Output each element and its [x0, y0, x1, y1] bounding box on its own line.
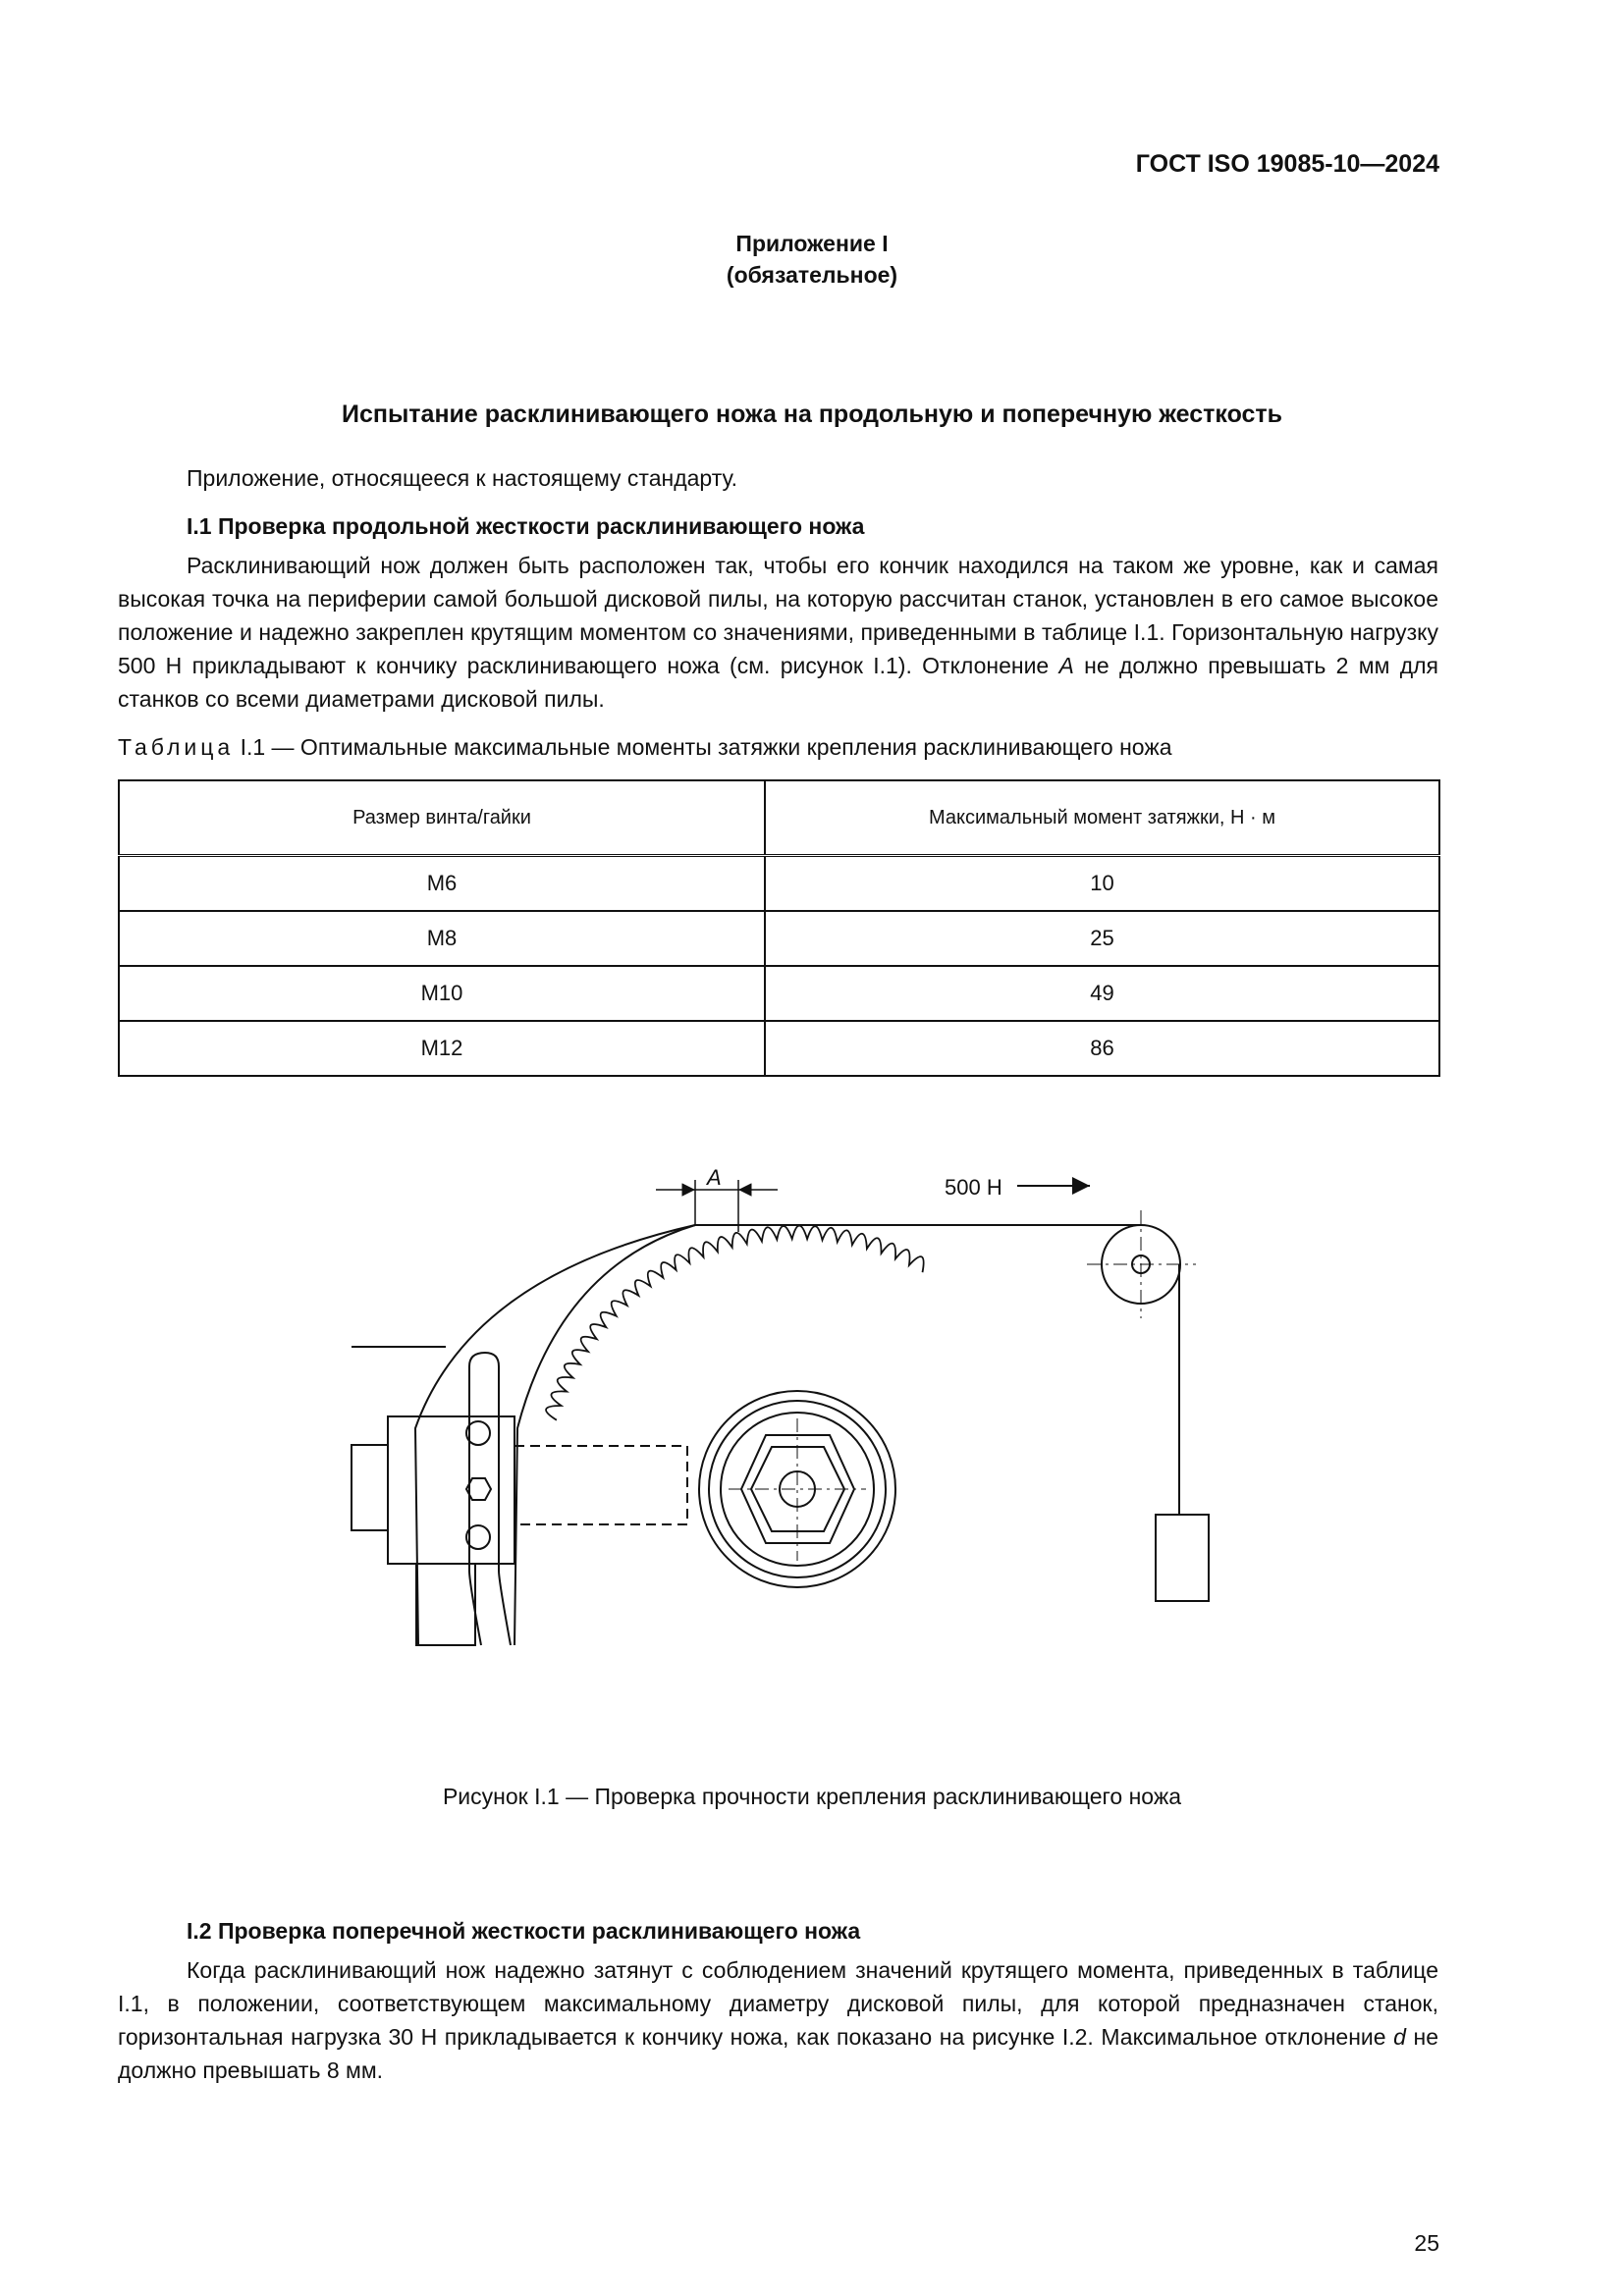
variable-a: A	[1058, 653, 1074, 678]
cell-screw-size: M12	[119, 1021, 765, 1076]
cell-screw-size: M8	[119, 911, 765, 966]
load-label: 500 Н	[945, 1175, 1002, 1200]
mounting-block	[388, 1416, 514, 1564]
figure-caption: Рисунок I.1 — Проверка прочности крепления расклинивающего ножа	[442, 1784, 1182, 1809]
cell-torque: 86	[765, 1021, 1439, 1076]
bracket-lower	[416, 1564, 475, 1645]
mounting-plate	[352, 1445, 388, 1530]
clamp-dashed-outline	[514, 1446, 687, 1524]
cell-torque: 49	[765, 966, 1439, 1021]
section-i1-text-part2: не должно превышать 2 мм для станков со всеми диаметрами дисковой пилы.	[118, 653, 1438, 712]
table-row	[119, 856, 1439, 912]
header-max-torque: Максимальный момент затяжки, Н · м	[765, 780, 1439, 856]
riving-knife-inner	[514, 1225, 695, 1645]
table-caption-label: Таблица	[118, 734, 235, 760]
annex-title: Приложение I	[735, 231, 889, 256]
figure-i1-drawing	[344, 1158, 1247, 1669]
table-caption-text: I.1 — Оптимальные максимальные моменты затяжки крепления расклинивающего ножа	[234, 734, 1172, 760]
annex-heading	[0, 228, 1624, 291]
table-caption	[118, 734, 1172, 761]
table-header-row	[119, 780, 1439, 856]
test-weight	[1156, 1515, 1209, 1601]
cell-torque: 25	[765, 911, 1439, 966]
header-screw-size: Размер винта/гайки	[119, 780, 765, 856]
document-code: ГОСТ ISO 19085-10—2024	[1135, 150, 1439, 178]
section-i1-paragraph	[118, 549, 1438, 716]
cell-torque: 10	[765, 856, 1439, 912]
variable-d: d	[1393, 2024, 1406, 2050]
riving-knife-outer	[415, 1225, 695, 1645]
section-i2-paragraph	[118, 1953, 1438, 2087]
table-row	[119, 911, 1439, 966]
page-number: 25	[1414, 2230, 1439, 2256]
section-title: Испытание расклинивающего ножа на продольную и поперечную жесткость	[341, 400, 1283, 428]
section-i2-text-part1: Когда расклинивающий нож надежно затянут с соблюдением значений крутящего момента, приведенных в таблице I.1, в положении, соответствующем максимальному диаметру дисковой пилы, для которой предназначен станок, горизонтальная нагрузка 30 Н прикладывается к кончику ножа, как показано на рисунке I.2. Максимальное отклонение	[118, 1957, 1438, 2050]
cell-screw-size: M10	[119, 966, 765, 1021]
dimension-label-a: A	[707, 1165, 722, 1190]
section-i2-text-part2: не должно превышать 8 мм.	[118, 2024, 1439, 2083]
torque-table	[118, 779, 1440, 1077]
intro-paragraph: Приложение, относящееся к настоящему стандарту.	[187, 465, 738, 491]
table-row	[119, 966, 1439, 1021]
saw-blade-teeth	[546, 1226, 924, 1420]
annex-status: (обязательное)	[726, 262, 898, 288]
table-row	[119, 1021, 1439, 1076]
section-i1-heading: I.1 Проверка продольной жесткости расклинивающего ножа	[187, 513, 865, 539]
section-i1-text-part1: Расклинивающий нож должен быть расположен так, чтобы его кончик находился на таком же уровне, как и самая высокая точка на периферии самой большой дисковой пилы, на которую рассчитан станок, установлен в его самое высокое положение и надежно закреплен крутящим моментом со значениями, приведенными в таблице I.1. Горизонтальную нагрузку 500 Н прикладывают к кончику расклинивающего ножа (см. рисунок I.1). Отклонение	[118, 553, 1438, 678]
cell-screw-size: M6	[119, 856, 765, 912]
section-i2-heading: I.2 Проверка поперечной жесткости расклинивающего ножа	[187, 1918, 861, 1944]
